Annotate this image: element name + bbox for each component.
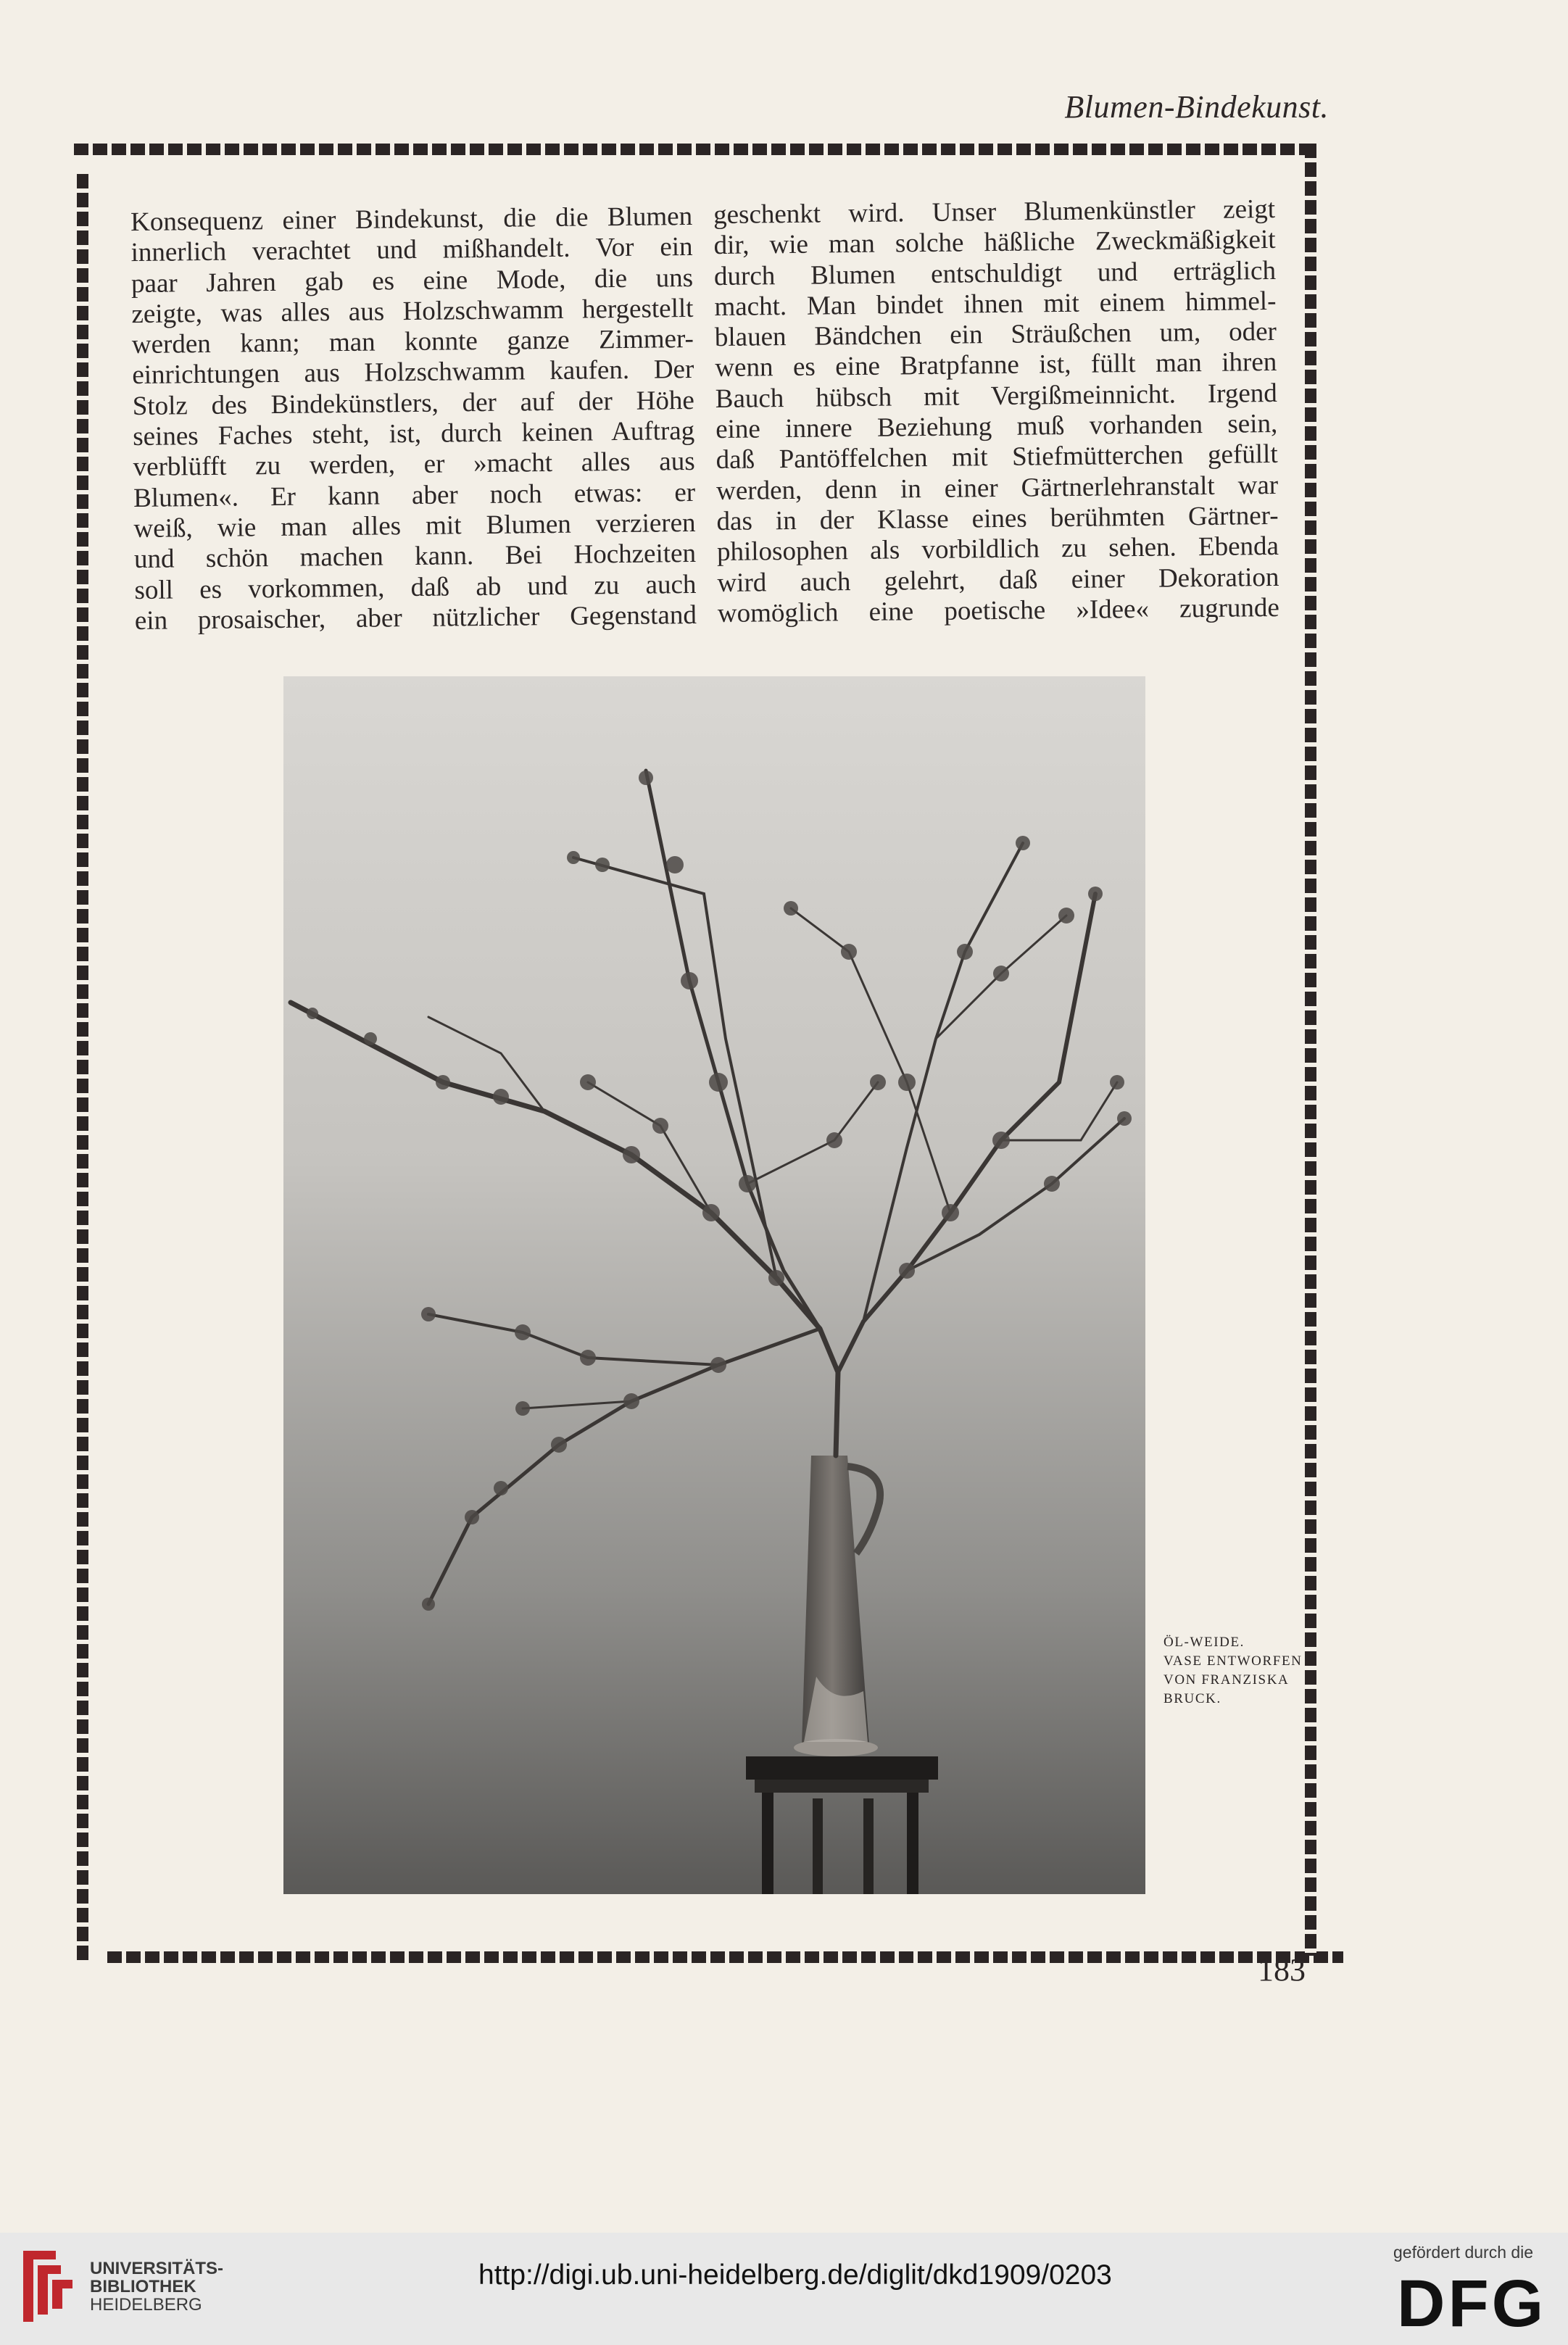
right-column-line: blauen Bändchen ein Sträußchen um, oder — [714, 317, 1277, 353]
right-column-line: dir, wie man solche häßliche Zweckmäßigkeit — [713, 225, 1276, 261]
left-column-line: paar Jahren gab es eine Mode, die uns — [130, 262, 694, 299]
university-library-name[interactable] — [90, 2259, 223, 2314]
right-column-line: Bauch hübsch mit Vergißmeinnicht. Irgend — [715, 378, 1277, 414]
funded-by-label: gefördert durch die — [1393, 2243, 1534, 2262]
university-library-logo-icon[interactable] — [16, 2244, 81, 2331]
library-name-line: BIBLIOTHEK — [90, 2277, 196, 2296]
branch-illustration — [283, 676, 1145, 1894]
page-number: 183 — [1258, 1952, 1306, 1988]
left-column-line: werden kann; man konnte ganze Zimmer- — [131, 324, 694, 360]
permalink-url[interactable]: http://digi.ub.uni-heidelberg.de/diglit/dkd1909/0203 — [478, 2259, 1112, 2291]
caption-line: ÖL-WEIDE. — [1163, 1635, 1245, 1650]
running-head: Blumen-Bindekunst. — [1064, 89, 1329, 125]
right-column-line: das in der Klasse eines berühmten Gärtner- — [716, 500, 1279, 537]
frame-top — [74, 144, 1315, 155]
text-column-right — [713, 194, 1279, 629]
vase-stand — [746, 1756, 938, 1894]
right-column-line: philosophen als vorbildlich zu sehen. Ebenda — [716, 531, 1279, 568]
dfg-logo[interactable]: DFG — [1397, 2267, 1547, 2341]
photograph-oleaster-in-vase — [283, 676, 1145, 1894]
left-column-line: Blumen«. Er kann aber noch etwas: er — [133, 477, 696, 513]
foliage — [307, 771, 1132, 1611]
left-column-line: weiß, wie man alles mit Blumen verzieren — [133, 507, 696, 544]
right-column-line: macht. Man bindet ihnen mit einem himmel- — [714, 286, 1277, 322]
left-column-line: seines Faches steht, ist, durch keinen Auftrag — [133, 416, 695, 452]
right-column-line: daß Pantöffelchen mit Stiefmütterchen gefüllt — [715, 439, 1278, 476]
right-column-line: wenn es eine Bratpfanne ist, füllt man ihren — [715, 347, 1277, 383]
right-column-line: womöglich eine poetische »Idee« zugrunde — [717, 592, 1280, 628]
right-column-line: werden, denn in einer Gärtnerlehranstalt war — [715, 470, 1279, 506]
photo-caption — [1163, 1633, 1302, 1709]
left-column-line: und schön machen kann. Bei Hochzeiten — [133, 539, 697, 575]
caption-line: VON FRANZISKA — [1163, 1672, 1290, 1688]
left-column-line: ein prosaischer, aber nützlicher Gegenstand — [134, 599, 697, 636]
right-column-line: eine innere Beziehung muß vorhanden sein, — [715, 409, 1278, 445]
frame-left — [77, 174, 88, 1964]
library-name-line: UNIVERSITÄTS- — [90, 2259, 224, 2278]
vase — [794, 1456, 880, 1756]
branches — [291, 771, 1124, 1604]
right-column-line: durch Blumen entschuldigt und erträglich — [713, 255, 1277, 291]
right-column-line: geschenkt wird. Unser Blumenkünstler zeigt — [713, 194, 1276, 231]
left-column-line: verblüfft zu werden, er »macht alles aus — [133, 447, 695, 483]
caption-line: BRUCK. — [1163, 1691, 1221, 1706]
left-column-line: Stolz des Bindekünstlers, der auf der Höhe — [132, 385, 694, 421]
left-column-line: innerlich verachtet und mißhandelt. Vor ein — [130, 232, 693, 268]
caption-line: VASE ENTWORFEN — [1163, 1653, 1303, 1669]
frame-right — [1305, 144, 1316, 1956]
frame-bottom — [107, 1951, 1343, 1963]
left-column-line: einrichtungen aus Holzschwamm kaufen. Der — [132, 354, 694, 391]
library-name-line: HEIDELBERG — [90, 2295, 202, 2315]
left-column-line: zeigte, was alles aus Holzschwamm hergestellt — [131, 293, 694, 329]
right-column-line: wird auch gelehrt, daß einer Dekoration — [717, 562, 1279, 598]
left-column-line: Konsequenz einer Bindekunst, die die Blumen — [130, 201, 693, 238]
left-column-line: soll es vorkommen, daß ab und zu auch — [134, 569, 697, 605]
text-column-left — [130, 202, 697, 636]
